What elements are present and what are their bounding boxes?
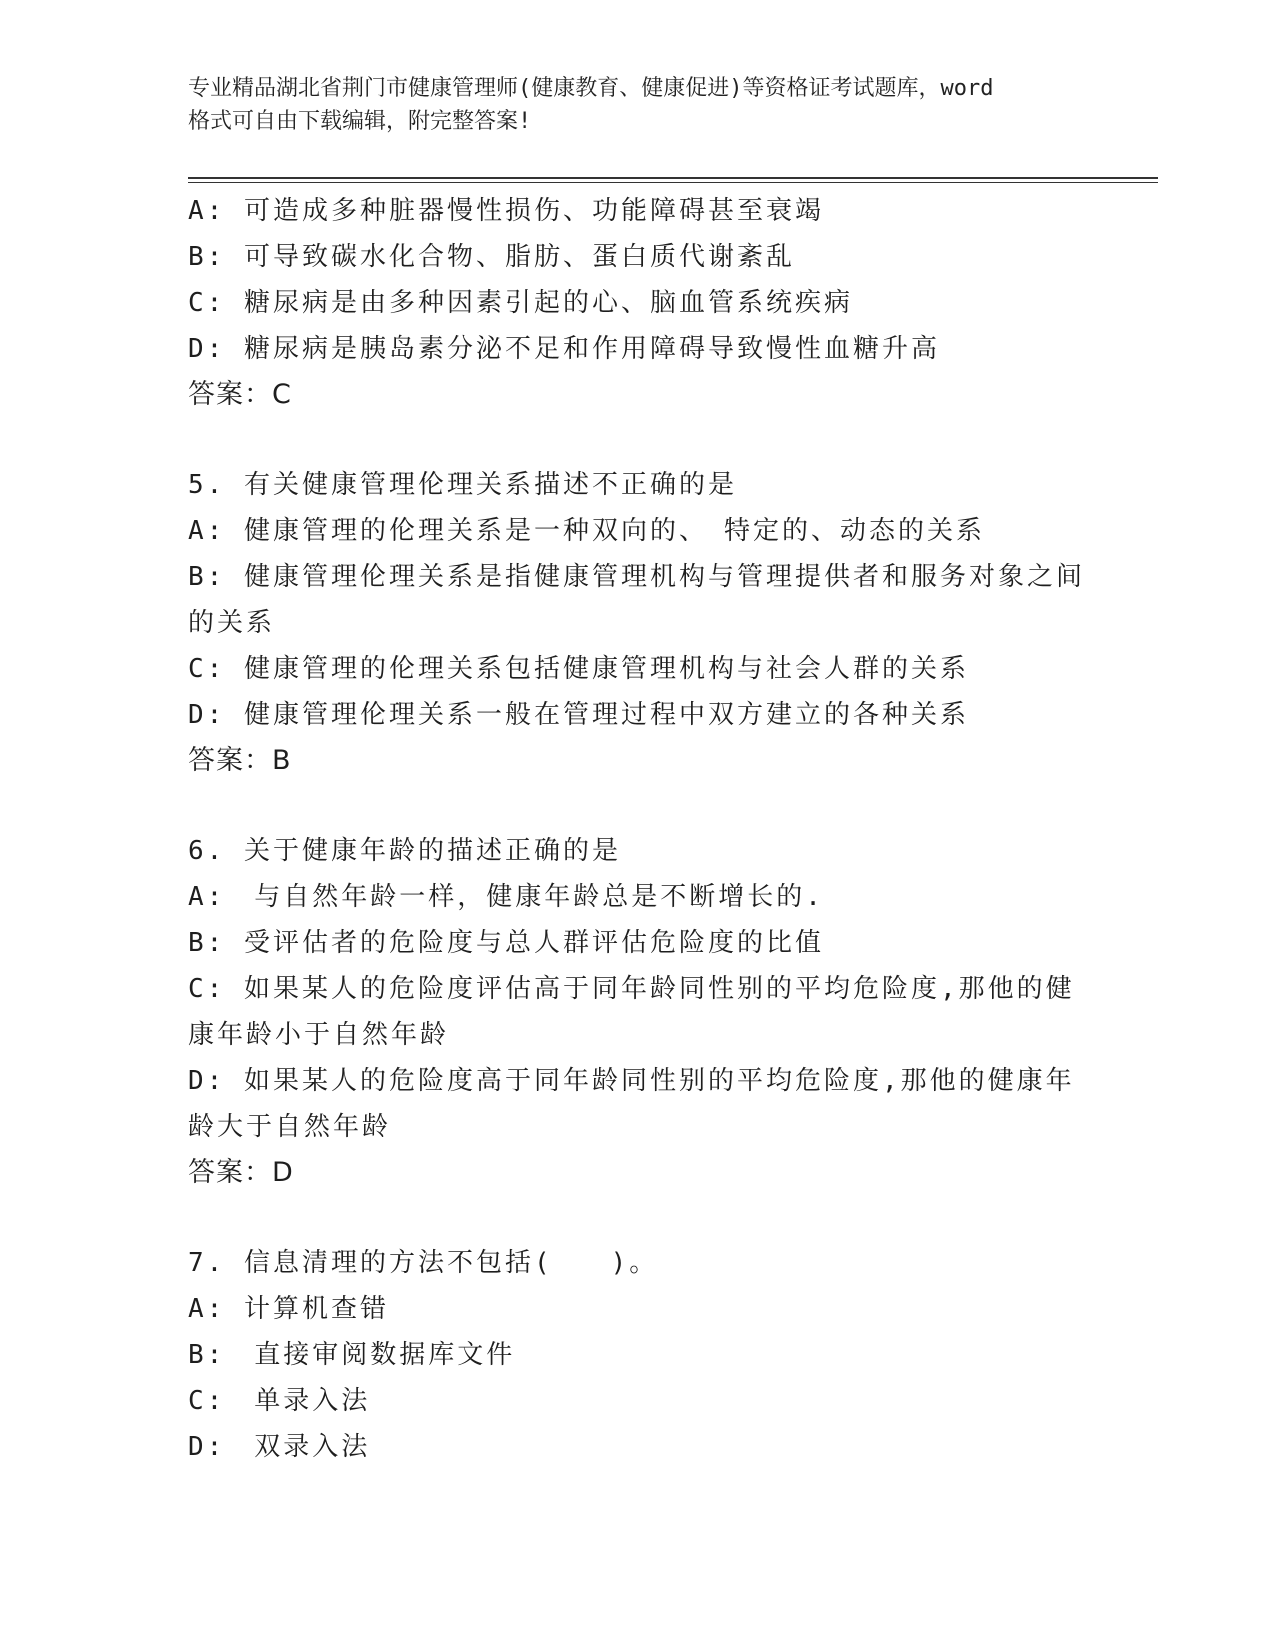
- header-divider-thick: [188, 177, 1158, 179]
- header-line-1: 专业精品湖北省荆门市健康管理师(健康教育、健康促进)等资格证考试题库，word: [188, 76, 994, 101]
- q5-option-d: D: 健康管理伦理关系一般在管理过程中双方建立的各种关系: [188, 700, 969, 730]
- q6-option-d-line2: 龄大于自然年龄: [188, 1112, 392, 1142]
- q6-option-a: A: 与自然年龄一样，健康年龄总是不断增长的.: [188, 882, 824, 912]
- q5-option-a: A: 健康管理的伦理关系是一种双向的、 特定的、动态的关系: [188, 516, 985, 546]
- header-divider-thin: [188, 182, 1158, 183]
- q6-question: 6. 关于健康年龄的描述正确的是: [188, 836, 621, 866]
- question-7-block: [188, 1240, 1088, 1470]
- q6-option-c-line2: 康年龄小于自然年龄: [188, 1020, 450, 1050]
- q6-option-d-line1: D: 如果某人的危险度高于同年龄同性别的平均危险度,那他的健康年: [188, 1066, 1075, 1096]
- q7-question: 7. 信息清理的方法不包括( )。: [188, 1248, 659, 1278]
- question-5-block: [188, 462, 1088, 784]
- q7-option-d: D: 双录入法: [188, 1432, 371, 1462]
- q5-answer: 答案：B: [188, 745, 292, 776]
- q4-option-a: A: 可造成多种脏器慢性损伤、功能障碍甚至衰竭: [188, 196, 824, 226]
- question-4-block: [188, 188, 1088, 418]
- document-header: [188, 72, 1088, 138]
- q6-answer: 答案：D: [188, 1157, 294, 1188]
- q4-answer: 答案：C: [188, 379, 292, 410]
- q6-option-c-line1: C: 如果某人的危险度评估高于同年龄同性别的平均危险度,那他的健: [188, 974, 1075, 1004]
- q7-option-b: B: 直接审阅数据库文件: [188, 1340, 516, 1370]
- q5-option-c: C: 健康管理的伦理关系包括健康管理机构与社会人群的关系: [188, 654, 969, 684]
- q5-question: 5. 有关健康管理伦理关系描述不正确的是: [188, 470, 737, 500]
- q5-option-b-line2: 的关系: [188, 608, 276, 638]
- q6-option-b: B: 受评估者的危险度与总人群评估危险度的比值: [188, 928, 824, 958]
- spacer: [188, 784, 1088, 828]
- q4-option-c: C: 糖尿病是由多种因素引起的心、脑血管系统疾病: [188, 288, 853, 318]
- header-line-2: 格式可自由下载编辑，附完整答案!: [188, 109, 532, 134]
- spacer: [188, 1196, 1088, 1240]
- q4-option-b: B: 可导致碳水化合物、脂肪、蛋白质代谢紊乱: [188, 242, 795, 272]
- q7-option-a: A: 计算机查错: [188, 1294, 389, 1324]
- spacer: [188, 418, 1088, 462]
- question-list: [188, 188, 1088, 1470]
- q4-option-d: D: 糖尿病是胰岛素分泌不足和作用障碍导致慢性血糖升高: [188, 334, 940, 364]
- question-6-block: [188, 828, 1088, 1196]
- q5-option-b-line1: B: 健康管理伦理关系是指健康管理机构与管理提供者和服务对象之间: [188, 562, 1085, 592]
- q7-option-c: C: 单录入法: [188, 1386, 371, 1416]
